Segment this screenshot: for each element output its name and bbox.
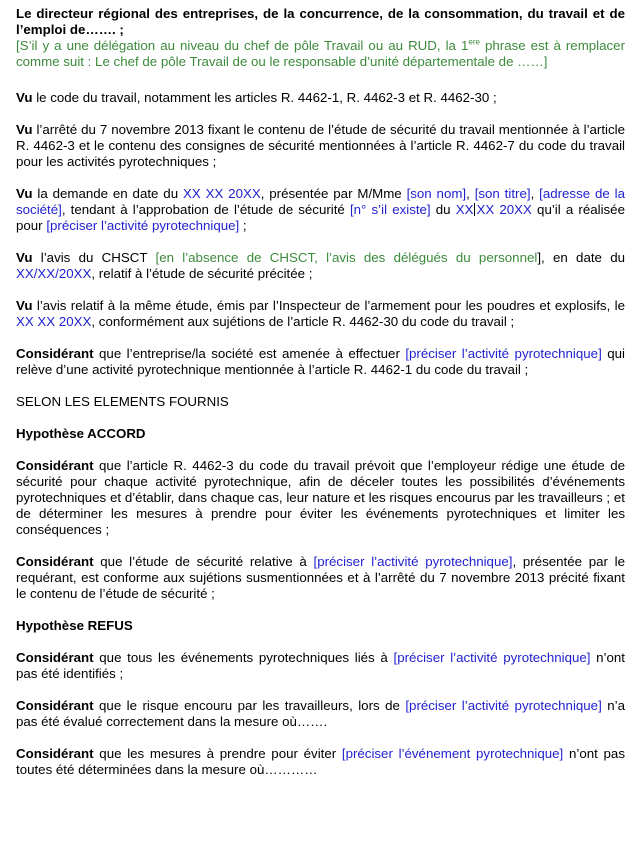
visa-code-travail: Vu le code du travail, notamment les articles R. 4462-1, R. 4462-3 et R. 4462-30 ;	[16, 90, 497, 105]
field-date-etude: XX 20XX	[476, 202, 532, 217]
delegation-note: [S’il y a une délégation au niveau du chef de pôle Travail ou au RUD, la 1ere phrase est à remplacer comme suit : Le chef de pôle Travail de ou le responsable d’unité départementale de ……]	[16, 37, 625, 69]
field-date-demande: XX XX 20XX	[182, 186, 261, 201]
document-heading: Le directeur régional des entreprises, de la concurrence, de la consommation, du travail et de l’emploi de……. ;	[16, 6, 625, 37]
considerant-article: Considérant que l’article R. 4462-3 du code du travail prévoit que l’employeur rédige une étude de sécurité pour chaque activité pyrotechnique, afin de déceler toutes les possibilités d’événements pyrotechniques et d’établir, dans chaque cas, leur nature et les risques encourus par les travailleurs ; et de déterminer les mesures à prendre pour éviter les événements pyrotechniques et limiter les conséquences ;	[16, 458, 625, 537]
considerant-mesures: Considérant que les mesures à prendre pour éviter [préciser l’événement pyrotechnique] n’ont pas toutes été déterminées dans la mesure où…………	[16, 746, 625, 777]
heading-hypothese-refus: Hypothèse REFUS	[16, 618, 133, 633]
visa-chsct: Vu l’avis du CHSCT [en l’absence de CHSCT, l’avis des délégués du personnel], en date du XX/XX/20XX, relatif à l’étude de sécurité précitée ;	[16, 250, 625, 281]
field-activite: [préciser l’activité pyrotechnique]	[46, 218, 240, 233]
field-titre: [son titre]	[474, 186, 531, 201]
heading-hypothese-accord: Hypothèse ACCORD	[16, 426, 146, 441]
visa-demande: Vu la demande en date du XX XX 20XX, présentée par M/Mme [son nom], [son titre], [adresse de la société], tendant à l’approbation de l’étude de sécurité [n° s’il existe] du XX XX 20XX qu’il a réalisée pour [préciser l’activité pyrotechnique] ;	[16, 186, 625, 233]
selon-elements: SELON LES ELEMENTS FOURNIS	[16, 394, 229, 409]
considerant-etude: Considérant que l’étude de sécurité relative à [préciser l’activité pyrotechnique], présentée par le requérant, est conforme aux sujétions susmentionnées et à l’arrêté du 7 novembre 2013 précité fixant le contenu de l’étude de sécurité ;	[16, 554, 625, 601]
visa-arrete: Vu l’arrêté du 7 novembre 2013 fixant le contenu de l’étude de sécurité du travail mentionnée à l’article R. 4462-3 et le contenu des consignes de sécurité mentionnées à l’article R. 4462-7 du code du travail pour les activités pyrotechniques ;	[16, 122, 625, 169]
field-date-avis: XX/XX/20XX	[16, 266, 92, 281]
considerant-evenements: Considérant que tous les événements pyrotechniques liés à [préciser l’activité pyrotechnique] n’ont pas été identifiés ;	[16, 650, 625, 681]
field-adresse: [adresse de la société]	[16, 186, 625, 217]
considerant-entreprise: Considérant que l’entreprise/la société est amenée à effectuer [préciser l’activité pyrotechnique] qui relève d’une activité pyrotechnique mentionnée à l’article R. 4462-1 du code du travail ;	[16, 346, 625, 377]
field-date-inspecteur: XX XX 20XX	[16, 314, 92, 329]
visa-inspecteur: Vu l’avis relatif à la même étude, émis par l’Inspecteur de l’armement pour les poudres et explosifs, le XX XX 20XX, conformément aux sujétions de l’article R. 4462-30 du code du travail ;	[16, 298, 625, 329]
field-nom: [son nom]	[406, 186, 467, 201]
considerant-risque: Considérant que le risque encouru par les travailleurs, lors de [préciser l’activité pyrotechnique] n’a pas été évalué correctement dans la mesure où…….	[16, 698, 625, 729]
field-numero: [n° s’il existe]	[349, 202, 431, 217]
